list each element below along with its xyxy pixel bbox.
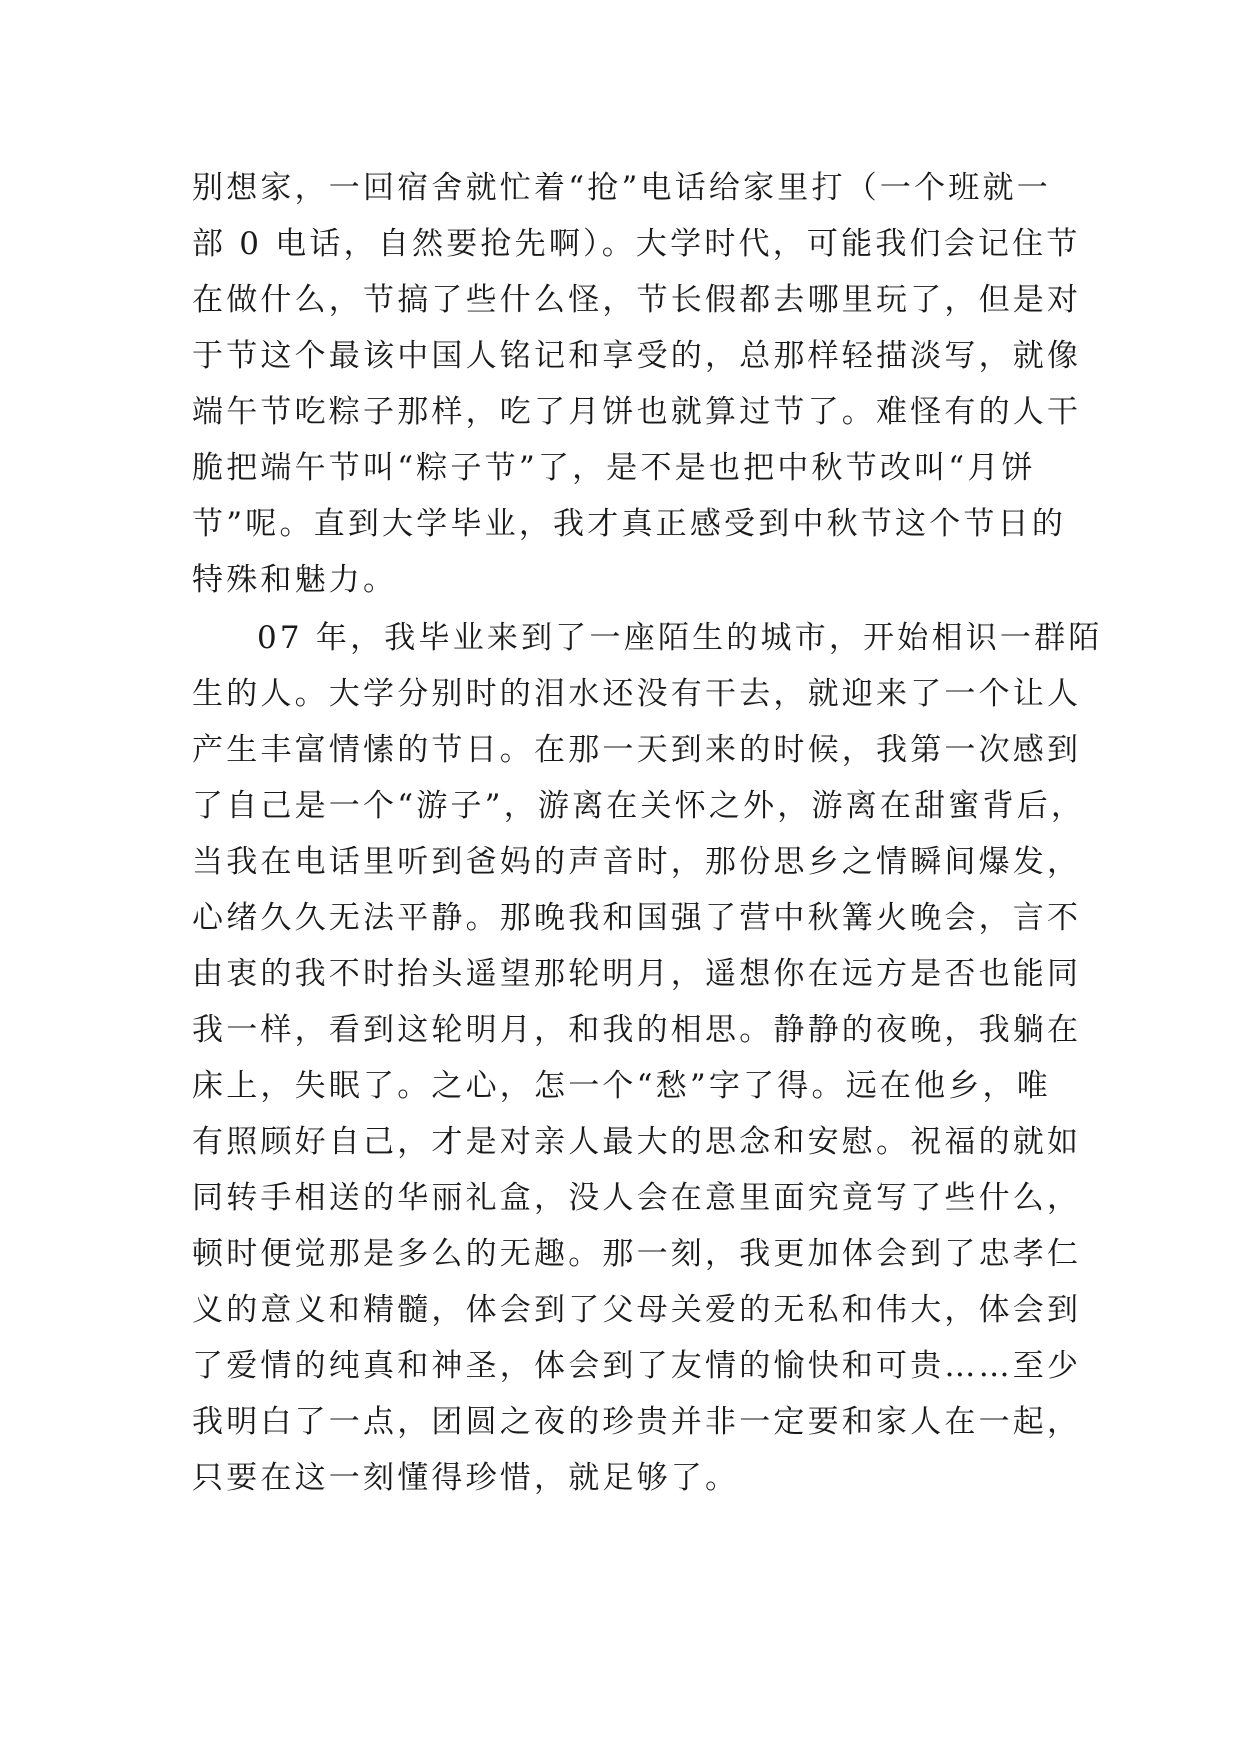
text-line: 顿时便觉那是多么的无趣。那一刻，我更加体会到了忠孝仁 [192, 1236, 1082, 1272]
text-line: 有照顾好自己，才是对亲人最大的思念和安慰。祝福的就如 [192, 1124, 1082, 1160]
text-line: 产生丰富情愫的节日。在那一天到来的时候，我第一次感到 [192, 732, 1082, 768]
paragraph-1 [192, 160, 1082, 608]
text-line: 只要在这一刻懂得珍惜，就足够了。 [192, 1460, 740, 1496]
document-body [192, 160, 1103, 1506]
text-line: 义的意义和精髓，体会到了父母关爱的无私和伟大，体会到 [192, 1292, 1082, 1328]
text-line: 当我在电话里听到爸妈的声音时，那份思乡之情瞬间爆发， [192, 844, 1082, 880]
text-line: 床上，失眠了。之心，怎一个“愁”字了得。远在他乡，唯 [192, 1068, 1051, 1104]
paragraph-2 [192, 610, 1103, 1506]
text-line: 了爱情的纯真和神圣，体会到了友情的愉快和可贵……至少 [192, 1348, 1082, 1384]
text-line: 别想家，一回宿舍就忙着“抢”电话给家里打（一个班就一 [192, 170, 1051, 206]
text-line: 端午节吃粽子那样，吃了月饼也就算过节了。难怪有的人干 [192, 394, 1082, 430]
text-line: 同转手相送的华丽礼盒，没人会在意里面究竟写了些什么， [192, 1180, 1082, 1216]
text-line: 了自己是一个“游子”，游离在关怀之外，游离在甜蜜背后， [192, 788, 1086, 824]
text-line: 由衷的我不时抬头遥望那轮明月，遥想你在远方是否也能同 [192, 956, 1082, 992]
text-line: 我明白了一点，团圆之夜的珍贵并非一定要和家人在一起， [192, 1404, 1082, 1440]
text-line: 在做什么，节搞了些什么怪，节长假都去哪里玩了，但是对 [192, 282, 1082, 318]
text-line: 心绪久久无法平静。那晚我和国强了营中秋篝火晚会，言不 [192, 900, 1082, 936]
text-line: 部 0 电话，自然要抢先啊）。大学时代，可能我们会记住节 [192, 226, 1081, 262]
text-line-indented: 07 年，我毕业来到了一座陌生的城市，开始相识一群陌 [257, 620, 1103, 656]
text-line: 于节这个最该中国人铭记和享受的，总那样轻描淡写，就像 [192, 338, 1082, 374]
text-line: 生的人。大学分别时的泪水还没有干去，就迎来了一个让人 [192, 676, 1082, 712]
text-line: 节”呢。直到大学毕业，我才真正感受到中秋节这个节日的 [192, 506, 1067, 542]
text-line: 特殊和魅力。 [192, 562, 398, 598]
text-line: 我一样，看到这轮明月，和我的相思。静静的夜晚，我躺在 [192, 1012, 1082, 1048]
text-line: 脆把端午节叫“粽子节”了，是不是也把中秋节改叫“月饼 [192, 450, 1036, 486]
